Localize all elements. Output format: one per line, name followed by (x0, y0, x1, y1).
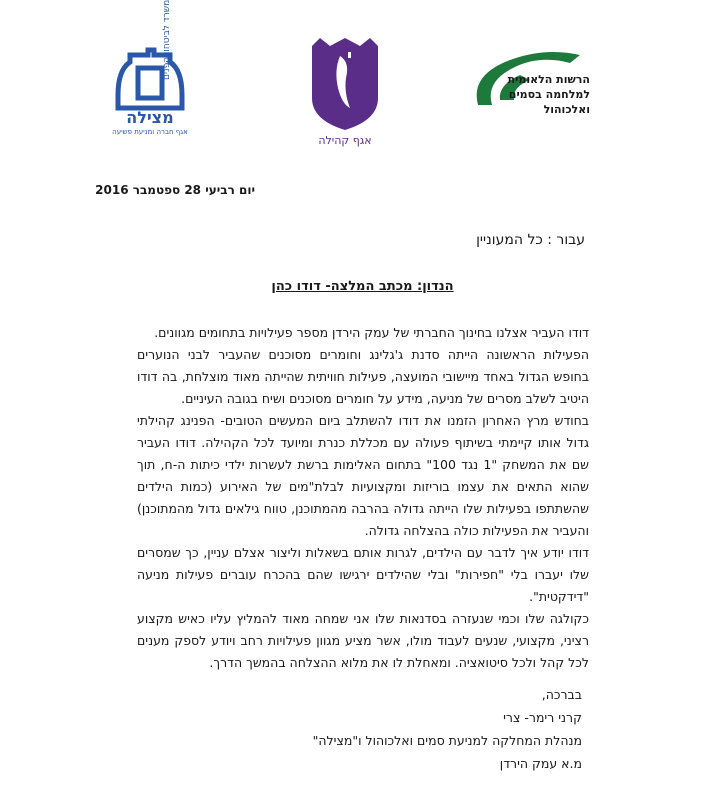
signature-block (313, 683, 582, 775)
metzila-tagline: אגף חברה ומניעת פשיעה (112, 128, 188, 136)
signer-title: מנהלת המחלקה למניעת סמים ואלכוהול ו"מצילה" (312, 733, 582, 748)
letter-date: יום רביעי 28 ספטמבר 2016 (95, 183, 255, 197)
paragraph: דודו יודע איך לדבר עם הילדים, לגרות אותם בשאלות וליצור אצלם עניין, כך שמסרים שלו יעברו בלי "חפירות" ובלי שהילדים ירגישו שהם בהכרח עוברים פעילות מניעה "דידקטית". (137, 545, 589, 604)
paragraph: דודו העביר אצלנו בחינוך החברתי של עמק הירדן מספר פעילויות בתחומים מגוונים. (154, 325, 589, 340)
metzila-arc-text: משרד לביטחון הפנים (162, 0, 172, 80)
authority-line2: למלחמה בסמים (508, 88, 590, 101)
council-caption: אגף קהילה (318, 134, 372, 147)
paragraph: הפעילות הראשונה הייתה סדנת ג'גלינג וחומרים מסוכנים שהעביר לבני הנוערים בחופש הגדול באחד מיישובי המועצה, פעילות חוויתית שהייתה מאוד מוצלחת, בה דודו היטיב לשלב מסרים של מניעה, מידע על חומרים מסוכנים ושיח בגובה העיניים. (137, 347, 589, 406)
authority-line1: הרשות הלאומית (507, 73, 590, 86)
paragraph: כקולגה שלו וכמי שנעזרה בסדנאות שלו אני שמחה מאוד להמליץ עליו כאיש מקצוע רציני, מקצועי, שנעים לעבוד מולו, אשר מציע מגוון פעילויות רחב ויודע לספק מענים לכל קהל ולכל סיטואציה. ומאחלת לו את מלוא ההצלחה בהמשך הדרך. (137, 611, 589, 670)
letter-body (137, 322, 589, 674)
signer-name: קרני רימר- צרי (503, 710, 582, 725)
letter-subject: הנדון: מכתב המלצה- דודו כהן (271, 279, 454, 294)
signer-org: מ.א עמק הירדן (499, 756, 582, 771)
paragraph: בחודש מרץ האחרון הזמנו את דודו להשתלב ביום המעשים הטובים- הפנינג קהילתי גדול אותו קיימתי בשיתוף פעולה עם מכללת כנרת ומיועד לכל הקהילה. דודו העביר שם את המשחק "1 נגד 100" בתחום האלימות ברשת לעשרות ילדי כיתות ה-ח, תוך שהוא התאים את עצמו בוריזות ומקצועיות לבלת"מים של האירוע (כמות הילדים שהשתתפו בפעילות שלו הייתה גדולה בהרבה מהמתוכנן, טווח גילאים גדול מהמתוכנן) והעביר את הפעילות כולה בהצלחה גדולה. (137, 413, 589, 538)
closing: בברכה, (541, 687, 582, 702)
letter-recipient: עבור : כל המעוניין (476, 232, 585, 248)
metzila-name: מצילה (126, 108, 174, 127)
authority-line3: ואלכוהול (543, 103, 590, 116)
